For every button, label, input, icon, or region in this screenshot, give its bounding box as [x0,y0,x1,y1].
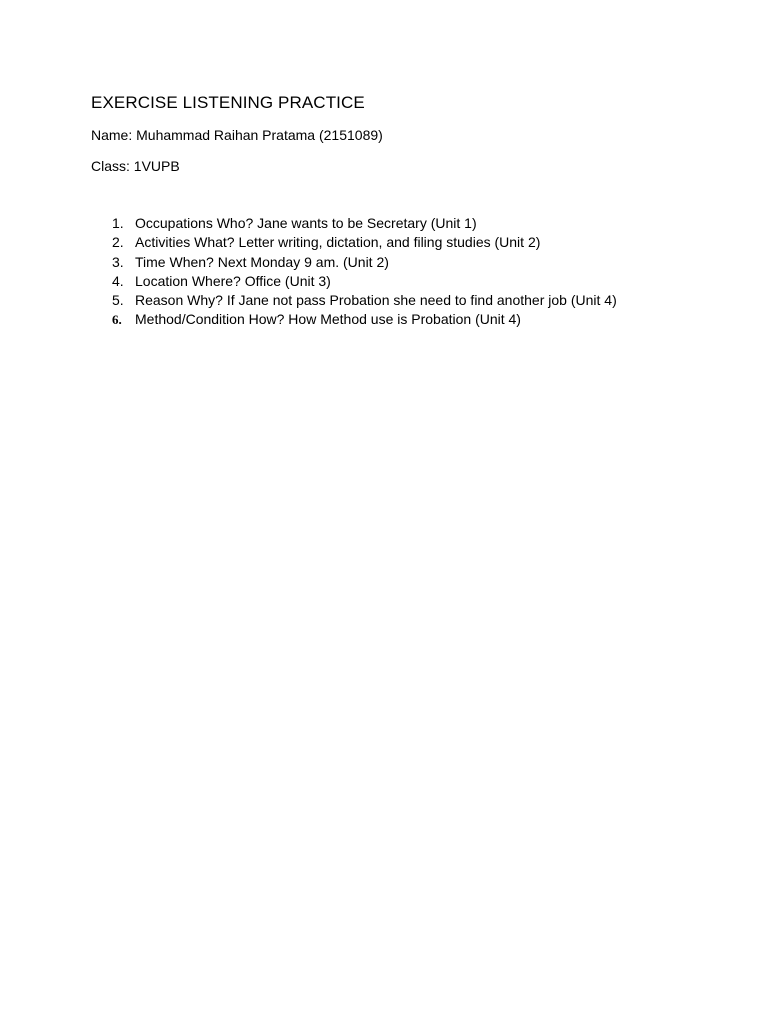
list-item-number: 1. [112,215,124,231]
list-item-text: Occupations Who? Jane wants to be Secretary (Unit 1) [135,215,477,231]
list-item-number: 2. [112,234,124,251]
list-item-text: Location Where? Office (Unit 3) [135,272,331,289]
list-item-text: Time When? Next Monday 9 am. (Unit 2) [135,253,389,270]
list-item-number: 6. [112,312,122,328]
student-class: Class: 1VUPB [91,158,180,174]
list-item-text: Method/Condition How? How Method use is Probation (Unit 4) [135,311,521,328]
list-item-text: Activities What? Letter writing, dictation, and filing studies (Unit 2) [135,234,541,251]
list-item-number: 4. [112,272,124,289]
list-item-number: 5. [112,292,124,309]
student-name: Name: Muhammad Raihan Pratama (2151089) [91,127,383,143]
document-title: EXERCISE LISTENING PRACTICE [91,93,365,112]
list-item-number: 3. [112,253,124,270]
list-item-text: Reason Why? If Jane not pass Probation she need to find another job (Unit 4) [135,292,617,309]
